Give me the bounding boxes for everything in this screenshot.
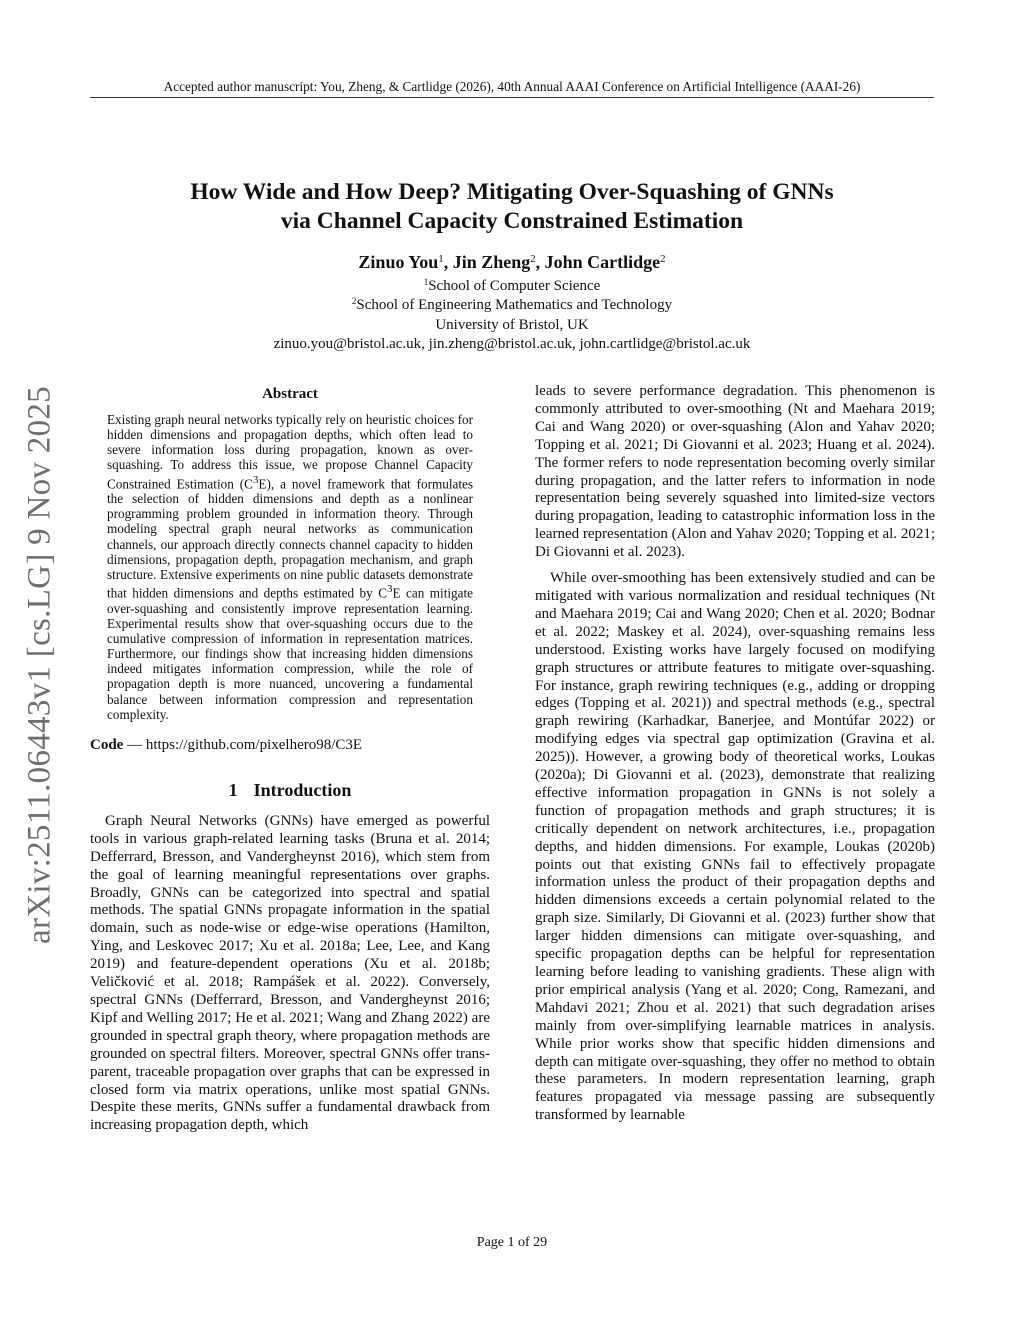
page-number: Page 1 of 29 (476, 1235, 548, 1250)
paper-title (90, 178, 934, 236)
author-separator: , (535, 252, 545, 272)
abstract-text (107, 412, 473, 722)
code-url[interactable]: https://github.com/pixelhero98/C3E (145, 736, 363, 753)
affiliation-2 (90, 296, 934, 315)
code-dash: — (123, 736, 146, 753)
abstract-part: Existing graph neural networks typically rely on heuristic choices for hidden dimensions and propagation depths, which often lead to severe information loss during propagation, known as over-squashing. To address this issue, we propose Channel Capacity Constrained Estimation (C (107, 412, 473, 492)
abstract-part: E can mitigate over-squashing and consistently improve representation learning. Experimental results show that over-squashing occurs due to the cumulative compression of information in representation matrices. Furthermore, our findings show that increasing hidden dimensions indeed mitigates information compression, while the role of propagation depth is more nuanced, uncovering a fundamental balance between information compression and representation complexity. (107, 585, 473, 722)
author-list (90, 249, 934, 275)
affil-mark: 2 (351, 296, 357, 307)
affil-text: School of Engineering Mathematics and Technology (356, 297, 673, 314)
section-heading-introduction (90, 779, 490, 801)
author-affil-mark: 1 (438, 253, 444, 266)
abstract-sup: 3 (387, 583, 393, 596)
intro-paragraph-2: While over-smoothing has been extensively studied and can be mitigated with various normalization and residual techniques (Nt and Maehara 2019; Cai and Wang 2020; Chen et al. 2020; Bodnar et al. 2022; Maskey et al. 2024), over-squashing remains less understood. Existing works have largely focused on modifying graph structures or attribute features to mitigate over-squashing. For instance, graph rewiring techniques (e.g., adding or dropping edges (Topping et al. 2021)) and spectral methods (e.g., spectral graph rewiring (Karhadkar, Banerjee, and Montúfar 2022) or modifying edges via spectral gap optimization (Gravina et al. 2025)). However, a growing body of theoretical works, Loukas (2020a); Di Giovanni et al. (2023), demonstrate that realizing effective information propagation in GNNs is not solely a function of propagation methods and graph structures; it is critically dependent on network architectures, i.e., propagation depths, and hidden dimensions. For example, Loukas (2020b) points out that existing GNNs fail to effectively propagate information unless the product of their propagation depths and hidden dimensions exceeds a certain polynomial related to the graph size. Similarly, Di Giovanni et al. (2023) further show that larger hidden dimensions can mitigate over-squashing, and specific propagation depths can be helpful for representation learning before leading to vanishing gradients. These align with prior empirical analysis (Yang et al. 2020; Cong, Ramezani, and Mahdavi 2021; Zhou et al. 2021) that such degradation arises mainly from over-simplifying learnable matrices in analysis. While prior works show that specific hidden dimensions and depth can mitigate over-squashing, they offer no method to obtain these parameters. In modern representation learning, graph features propagated via message passing are subsequently transformed by learnable (535, 570, 935, 1124)
code-label: Code (90, 736, 124, 753)
abstract-sup: 3 (252, 473, 259, 486)
author-separator: , (443, 252, 453, 272)
author-affil-mark: 2 (660, 253, 666, 266)
abstract-part: E), a novel framework that formulates the selection of hidden dimensions and depth as a nonlinear programming problem grounded in information theory. Through modeling spectral graph neural networks as communication channels, our approach directly connects channel capacity to hidden dimensions, propagation depth, propagation mechanism, and graph structure. Extensive experiments on nine public datasets demonstrate that hidden dimensions and depths estimated by C (107, 476, 473, 601)
abstract-heading: Abstract (262, 386, 318, 402)
author-emails: zinuo.you@bristol.ac.uk, jin.zheng@bristol.ac.uk, john.cartlidge@bristol.ac.uk (273, 335, 751, 352)
affiliations (90, 277, 934, 354)
section-title: Introduction (253, 779, 352, 800)
affil-mark: 1 (423, 277, 429, 288)
section-number: 1 (228, 779, 238, 800)
arxiv-identifier: arXiv:2511.06443v1 [cs.LG] 9 Nov 2025 (21, 386, 58, 944)
affil-text: School of Computer Science (428, 278, 601, 294)
university: University of Bristol, UK (435, 316, 589, 333)
affiliation-1 (90, 277, 934, 296)
title-line-1: How Wide and How Deep? Mitigating Over-Squashing of GNNs (190, 179, 834, 205)
header-rule (90, 97, 934, 98)
author-name: Zinuo You (358, 252, 439, 272)
author-name: Jin Zheng (452, 252, 531, 272)
title-line-2: via Channel Capacity Constrained Estimation (280, 208, 744, 234)
right-column (535, 383, 935, 1125)
intro-paragraph-1: Graph Neural Networks (GNNs) have emerged as powerful tools in various graph-related learning tasks (Bruna et al. 2014; Defferrard, Bresson, and Vandergheynst 2016), which stem from the goal of learning meaningful representations over graphs. Broadly, GNNs can be categorized into spectral and spatial methods. The spatial GNNs propagate information in the spatial domain, such as node-wise or edge-wise operations (Hamilton, Ying, and Leskovec 2017; Xu et al. 2018a; Lee, Lee, and Kang 2019) and feature-dependent operations (Xu et al. 2018b; Veličković et al. 2018; Rampášek et al. 2022). Conversely, spectral GNNs (Defferrard, Bresson, and Vandergheynst 2016; Kipf and Welling 2017; He et al. 2021; Wang and Zhang 2022) are grounded in spectral graph theory, where propagation methods are grounded on spectral filters. Moreover, spectral GNNs offer transparent, traceable propagation over graphs that can be expressed in closed form via matrix operations, unlike most spatial GNNs. Despite these merits, GNNs suffer a fundamental drawback from increasing propagation depth, which (90, 812, 490, 1134)
author-affil-mark: 2 (530, 253, 536, 266)
manuscript-header: Accepted author manuscript: You, Zheng, & Cartlidge (2026), 40th Annual AAAI Conference on Artificial Intelligence (AAAI-26) (163, 79, 861, 94)
author-name: John Cartlidge (544, 252, 661, 272)
code-link-line (90, 736, 490, 755)
left-column (90, 384, 490, 1135)
intro-paragraph-1-continued: leads to severe performance degradation. This phenomenon is commonly attributed to over-smoothing (Nt and Maehara 2019; Cai and Wang 2020) or over-squashing (Alon and Yahav 2020; Topping et al. 2021; Di Giovanni et al. 2023; Huang et al. 2024). The former refers to node representation becoming overly similar during propagation, and the latter refers to information in node representation being severely squashed into limited-size vectors during propagation, leading to catastrophic information loss in the learned representation (Alon and Yahav 2020; Topping et al. 2021; Di Giovanni et al. 2023). (535, 383, 935, 561)
